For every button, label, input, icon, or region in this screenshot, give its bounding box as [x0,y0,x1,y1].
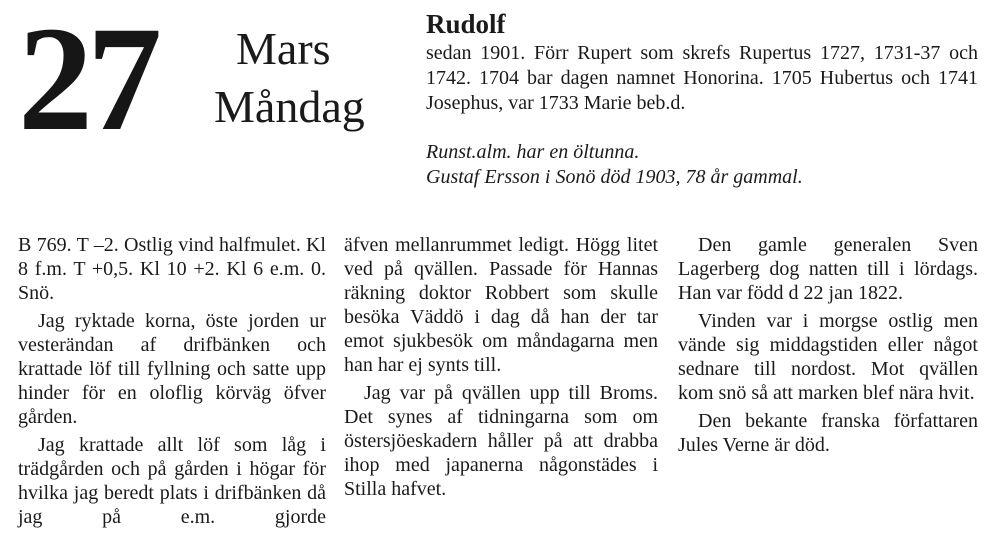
diary-column-3 [678,233,978,461]
diary-paragraph: Den bekante franska författaren Jules Verne är död. [678,410,978,456]
name-day-history: sedan 1901. Förr Rupert som skrefs Rupertus 1727, 1731-37 och 1742. 1704 bar dagen namnet Honorina. 1705 Hubertus och 1741 Josephus, var 1733 Marie beb.d. [426,41,978,114]
diary-paragraph: Jag ryktade korna, öste jorden ur vesterändan af drifbänken och krattade löf till fyllning och satte upp hinder för en oloflig körväg öfver gården. [18,310,326,428]
diary-column-1 [18,233,326,533]
diary-paragraph: Jag var på qvällen upp till Broms. Det synes af tidningarna som om östersjöeskadern håller på att drabba ihop med japanerna någonstädes i Stilla hafvet. [344,382,658,500]
name-day-title: Rudolf [426,9,506,39]
day-number: 27 [18,0,156,162]
name-day-section [426,10,978,190]
weekday-label: Måndag [214,81,365,132]
month-label: Mars [236,23,331,74]
name-day-notes [426,140,978,190]
note-almanac: Runst.alm. har en öltunna. [426,140,640,163]
note-death: Gustaf Ersson i Sonö död 1903, 78 år gammal. [426,165,803,188]
diary-paragraph: äfven mellanrummet ledigt. Högg litet ved på qvällen. Passade för Hannas räkning doktor Robbert som skulle besöka Väddö i dag då han der tar emot sjukbesök om måndagarna men han har ej synts till. [344,234,658,376]
diary-columns [18,233,980,538]
diary-column-2 [344,233,658,505]
diary-paragraph: Jag krattade allt löf som låg i trädgården och på gården i högar för hvilka jag beredt plats i drifbänken då jag på e.m. gjorde [18,434,326,528]
weather-paragraph: B 769. T –2. Ostlig vind halfmulet. Kl 8 f.m. T +0,5. Kl 10 +2. Kl 6 e.m. 0. Snö. [18,234,326,304]
diary-paragraph: Vinden var i morgse ostlig men vände sig middagstiden eller något sednare till nordost. Mot qvällen kom snö så att marken blef nära hvit. [678,310,978,404]
diary-paragraph: Den gamle generalen Sven Lagerberg dog natten till i lördags. Han var född d 22 jan 1822. [678,234,978,304]
